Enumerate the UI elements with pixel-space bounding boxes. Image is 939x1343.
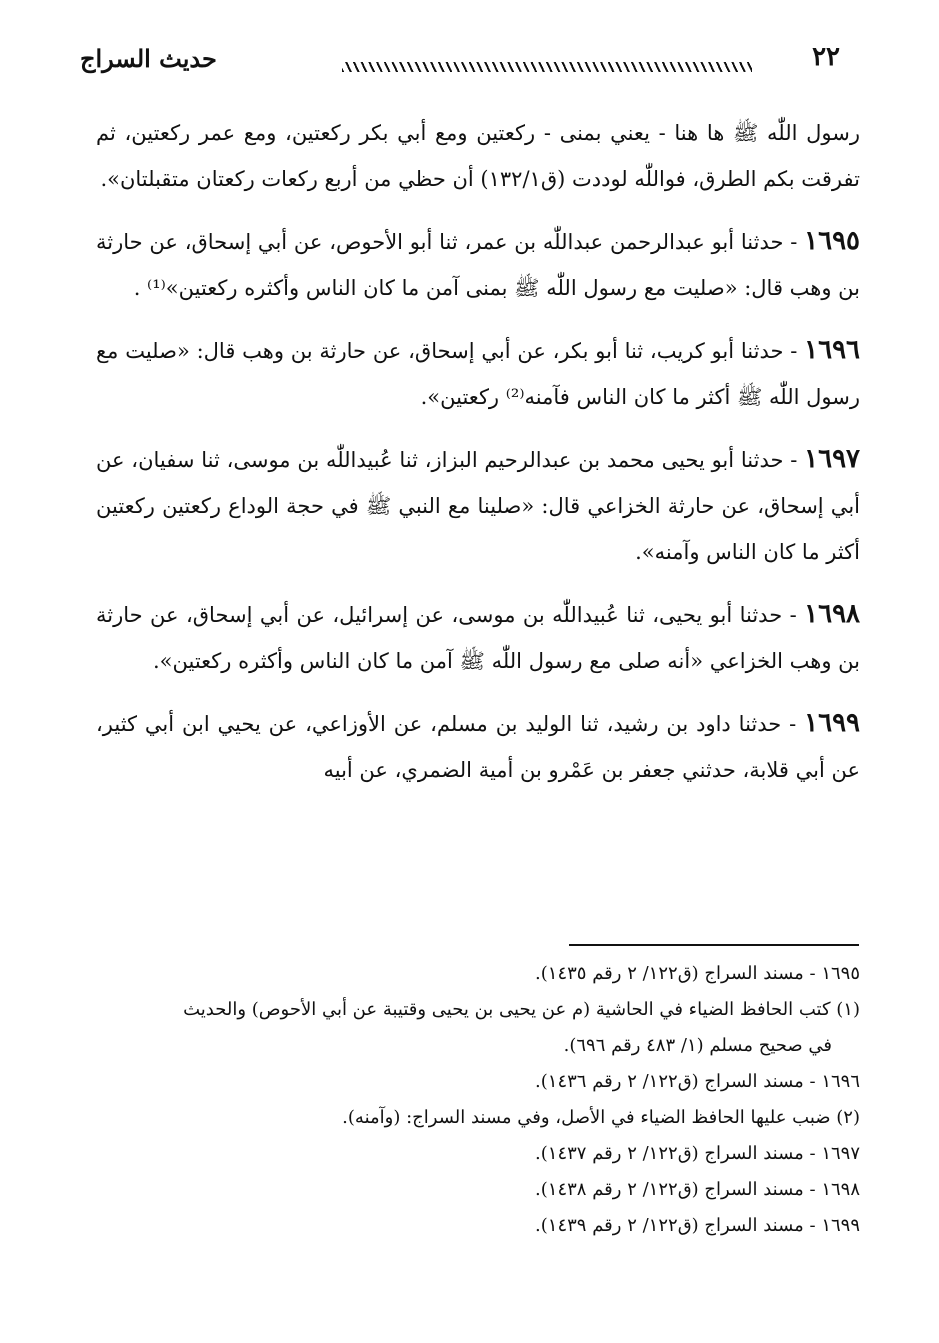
footnote: ١٦٩٧ - مسند السراج (ق١٢٢/ ٢ رقم ١٤٣٧).	[535, 1143, 860, 1164]
footnote: (١) كتب الحافظ الضياء في الحاشية (م عن يحيى بن يحيى وقتيبة عن أبي الأحوص) والحديث	[183, 999, 860, 1020]
hadith-number: ١٦٩٧	[804, 444, 860, 474]
hadith-number: ١٦٩٨	[804, 599, 860, 629]
hadith-paragraph: ١٦٩٥ - حدثنا أبو عبدالرحمن عبداللّٰه بن عمر، ثنا أبو الأحوص، عن أبي إسحاق، عن حارثة بن وهب قال: «صليت مع رسول اللّٰه ﷺ بمنى آمن ما كان الناس وأكثره ركعتين»⁽¹⁾ .	[96, 226, 860, 300]
hadith-number: ١٦٩٥	[804, 226, 860, 256]
paragraph-text: حدثنا داود بن رشيد، ثنا الوليد بن مسلم، عن الأوزاعي، عن يحيي ابن أبي كثير، عن أبي قلابة، حدثني جعفر بن عَمْرو بن أمية الضمري، عن أبيه	[96, 712, 860, 782]
main-text	[96, 110, 860, 809]
hadith-paragraph: ١٦٩٩ - حدثنا داود بن رشيد، ثنا الوليد بن مسلم، عن الأوزاعي، عن يحيي ابن أبي كثير، عن أبي قلابة، حدثني جعفر بن عَمْرو بن أمية الضمري، عن أبيه	[96, 708, 860, 782]
header-hatch-rule	[342, 62, 752, 72]
footnote: ١٦٩٩ - مسند السراج (ق١٢٢/ ٢ رقم ١٤٣٩).	[535, 1215, 860, 1236]
footnote-separator	[569, 944, 859, 946]
paragraph-text: حدثنا أبو يحيى محمد بن عبدالرحيم البزاز، ثنا عُبيداللّٰه بن موسى، ثنا سفيان، عن أبي إسحاق، عن حارثة الخزاعي قال: «صلينا مع النبي ﷺ في حجة الوداع ركعتين ركعتين أكثر ما كان الناس وآمنه».	[96, 448, 860, 564]
hadith-paragraph: ١٦٩٧ - حدثنا أبو يحيى محمد بن عبدالرحيم البزاز، ثنا عُبيداللّٰه بن موسى، ثنا سفيان، عن أبي إسحاق، عن حارثة الخزاعي قال: «صلينا مع النبي ﷺ في حجة الوداع ركعتين ركعتين أكثر ما كان الناس وآمنه».	[96, 444, 860, 564]
footnotes	[96, 956, 860, 1244]
paragraph-text: حدثنا أبو كريب، ثنا أبو بكر، عن أبي إسحاق، عن حارثة بن وهب قال: «صليت مع رسول اللّٰه ﷺ أكثر ما كان الناس فآمنه⁽²⁾ ركعتين».	[96, 339, 860, 409]
paragraph-continuation	[96, 110, 860, 202]
footnote: ١٦٩٦ - مسند السراج (ق١٢٢/ ٢ رقم ١٤٣٦).	[535, 1071, 860, 1092]
paragraph-text: رسول اللّٰه ﷺ ها هنا - يعني بمنى - ركعتين ومع أبي بكر ركعتين، ومع عمر ركعتين، ثم تفرقت بكم الطرق، فواللّٰه لوددت (ق١٣٢/١) أن حظي من أربع ركعات ركعتان متقبلتان».	[96, 121, 860, 191]
footnote: ١٦٩٨ - مسند السراج (ق١٢٢/ ٢ رقم ١٤٣٨).	[535, 1179, 860, 1200]
hadith-paragraph: ١٦٩٦ - حدثنا أبو كريب، ثنا أبو بكر، عن أبي إسحاق، عن حارثة بن وهب قال: «صليت مع رسول اللّٰه ﷺ أكثر ما كان الناس فآمنه⁽²⁾ ركعتين».	[96, 335, 861, 409]
paragraph-text: حدثنا أبو عبدالرحمن عبداللّٰه بن عمر، ثنا أبو الأحوص، عن أبي إسحاق، عن حارثة بن وهب قال: «صليت مع رسول اللّٰه ﷺ بمنى آمن ما كان الناس وأكثره ركعتين»⁽¹⁾ .	[96, 230, 860, 300]
footnote-continuation: في صحيح مسلم (١/ ٤٨٣ رقم ٦٩٦).	[563, 1035, 832, 1056]
page-number: ٢٢	[812, 42, 840, 72]
hadith-paragraph: ١٦٩٨ - حدثنا أبو يحيى، ثنا عُبيداللّٰه بن موسى، عن إسرائيل، عن أبي إسحاق، عن حارثة بن وهب الخزاعي «أنه صلى مع رسول اللّٰه ﷺ آمن ما كان الناس وأكثره ركعتين».	[96, 599, 860, 673]
hadith-number: ١٦٩٦	[804, 335, 861, 365]
footnote: (٢) ضبب عليها الحافظ الضياء في الأصل، وفي مسند السراج: (وآمنه).	[342, 1107, 860, 1128]
running-title: حديث السراج	[80, 44, 217, 73]
footnote: ١٦٩٥ - مسند السراج (ق١٢٢/ ٢ رقم ١٤٣٥).	[535, 963, 860, 984]
hadith-number: ١٦٩٩	[804, 708, 860, 738]
paragraph-text: حدثنا أبو يحيى، ثنا عُبيداللّٰه بن موسى، عن إسرائيل، عن أبي إسحاق، عن حارثة بن وهب الخزاعي «أنه صلى مع رسول اللّٰه ﷺ آمن ما كان الناس وأكثره ركعتين».	[96, 603, 860, 673]
page-header	[80, 42, 840, 82]
